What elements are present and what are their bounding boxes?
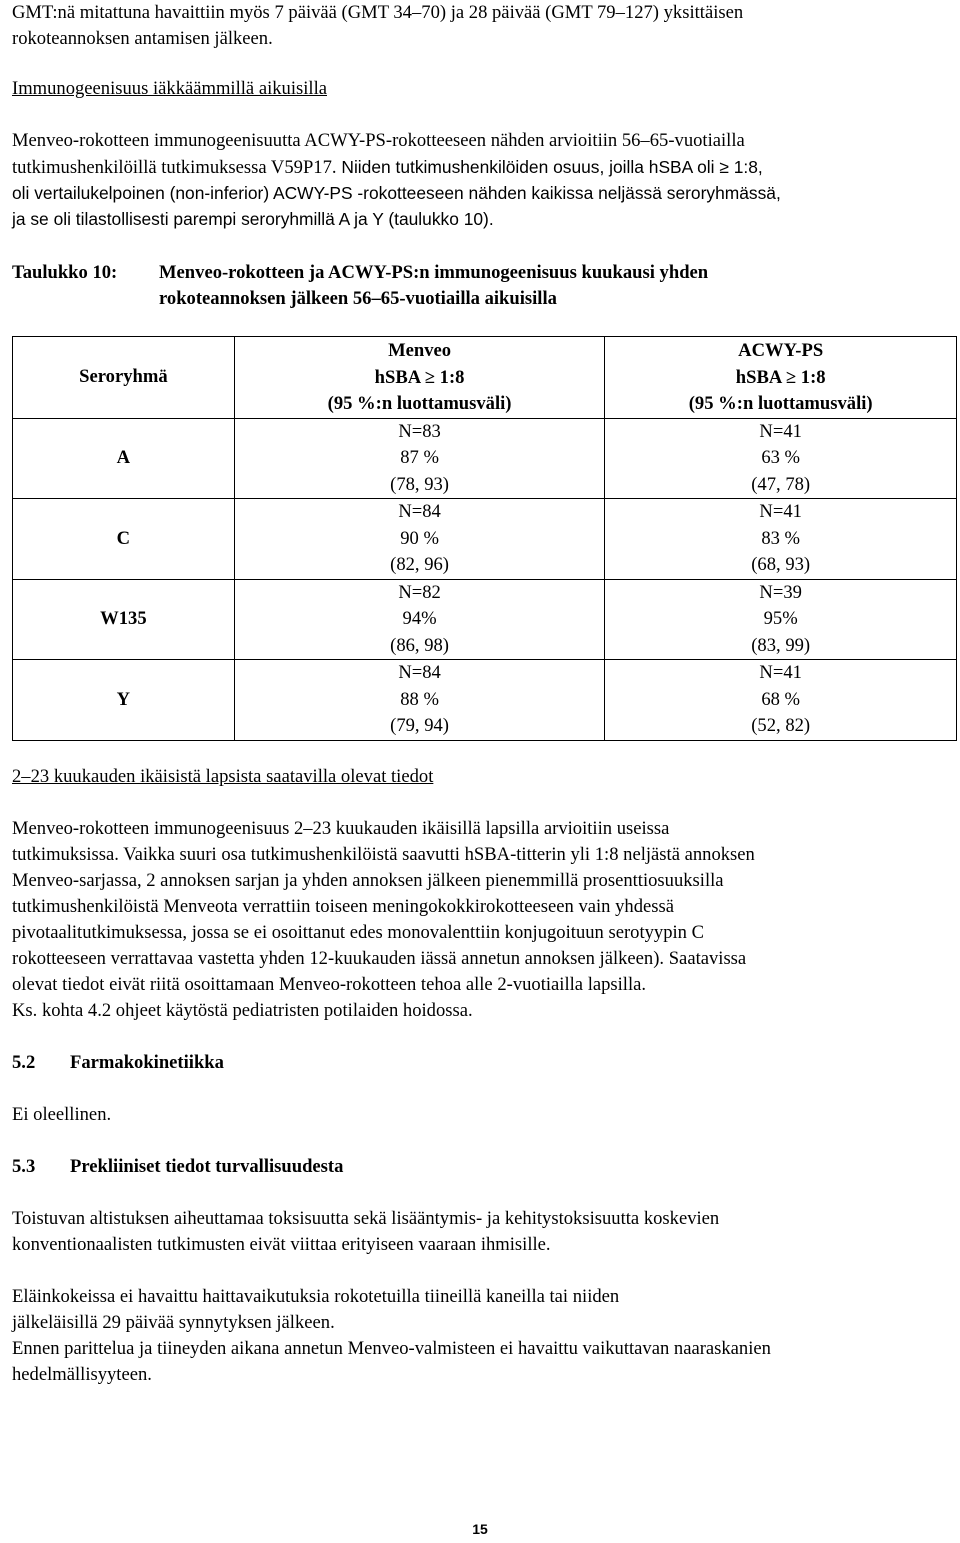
text-line: konventionaalisten tutkimusten eivät viittaa erityiseen vaaraan ihmisille. [12, 1234, 551, 1255]
header-menveo [234, 337, 605, 419]
cell-line: (78, 93) [390, 473, 449, 495]
text-line: Menveo-rokotteen immunogeenisuutta ACWY-PS-rokotteeseen nähden arvioitiin 56–65-vuotiailla [12, 130, 745, 151]
acwy-cell [605, 579, 957, 660]
cell-line: 88 % [400, 688, 439, 710]
menveo-cell [234, 660, 605, 741]
acwy-cell [605, 499, 957, 580]
text-line: GMT:nä mitattuna havaittiin myös 7 päivää (GMT 34–70) ja 28 päivää (GMT 79–127) yksittäisen [12, 2, 744, 23]
text-line: Ks. kohta 4.2 ohjeet käytöstä pediatristen potilaiden hoidossa. [12, 1000, 473, 1021]
table-row [13, 499, 957, 580]
header-line: ACWY-PS [738, 340, 824, 361]
menveo-cell [234, 418, 605, 499]
cell-line: (47, 78) [751, 473, 811, 495]
section-5-2-text: Ei oleellinen. [12, 1104, 112, 1125]
header-line: hSBA ≥ 1:8 [735, 366, 826, 388]
serogroup-cell: W135 [13, 579, 235, 660]
serogroup-cell: Y [13, 660, 235, 741]
menveo-cell [234, 499, 605, 580]
section-heading-children: 2–23 kuukauden ikäisistä lapsista saatavilla olevat tiedot [12, 766, 434, 787]
serogroup-cell: A [13, 418, 235, 499]
menveo-cell [234, 579, 605, 660]
cell-line: (68, 93) [751, 554, 811, 575]
text-span: tutkimushenkilöillä tutkimuksessa V59P17. [12, 157, 337, 178]
text-line: olevat tiedot eivät riitä osoittamaan Menveo-rokotteen tehoa alle 2-vuotiailla lapsilla. [12, 974, 647, 995]
text-span: Niiden tutkimushenkilöiden osuus, joilla hSBA oli ≥ 1:8, [336, 157, 763, 177]
table-row [13, 660, 957, 741]
cell-line: 94% [402, 608, 437, 629]
section-title: Farmakokinetiikka [70, 1052, 224, 1073]
table-caption-line: rokoteannoksen jälkeen 56–65-vuotiailla aikuisilla [159, 288, 557, 309]
acwy-cell [605, 418, 957, 499]
section-number: 5.2 [12, 1052, 36, 1073]
header-line: hSBA ≥ 1:8 [374, 366, 465, 388]
text-line: ja se oli tilastollisesti parempi seroryhmillä A ja Y (taulukko 10). [12, 209, 494, 229]
cell-line: N=84 [398, 501, 441, 522]
text-line: Menveo-rokotteen immunogeenisuus 2–23 kuukauden ikäisillä lapsilla arvioitiin useissa [12, 818, 670, 839]
cell-line: N=83 [398, 420, 441, 442]
cell-line: N=41 [759, 420, 802, 442]
cell-line: N=84 [398, 662, 441, 683]
section-heading-elderly: Immunogeenisuus iäkkäämmillä aikuisilla [12, 78, 327, 99]
table-header-row [13, 337, 957, 419]
cell-line: N=39 [759, 581, 802, 603]
cell-line: 83 % [761, 527, 801, 549]
cell-line: (82, 96) [390, 554, 449, 575]
cell-line: 68 % [761, 688, 801, 710]
table-row [13, 418, 957, 499]
cell-line: (86, 98) [390, 634, 449, 656]
immunogenicity-table [12, 336, 957, 741]
acwy-cell [605, 660, 957, 741]
serogroup-cell: C [13, 499, 235, 580]
text-line: Eläinkokeissa ei havaittu haittavaikutuksia rokotetuilla tiineillä kaneilla tai niiden [12, 1286, 620, 1307]
header-acwy [605, 337, 957, 419]
table-row [13, 579, 957, 660]
table-caption-label: Taulukko 10: [12, 262, 118, 283]
cell-line: (52, 82) [751, 715, 811, 736]
text-line: tutkimuksissa. Vaikka suuri osa tutkimushenkilöistä saavutti hSBA-titterin yli 1:8 neljästä annoksen [12, 844, 755, 865]
cell-line: N=41 [759, 662, 802, 683]
cell-line: 63 % [761, 447, 801, 468]
text-line: Toistuvan altistuksen aiheuttamaa toksisuutta sekä lisääntymis- ja kehitystoksisuutta koskevien [12, 1208, 720, 1229]
cell-line: N=82 [398, 581, 441, 603]
cell-line: 87 % [400, 447, 439, 468]
text-line: tutkimushenkilöistä Menveota verrattiin toiseen meningokokkirokotteeseen vain yhdessä [12, 896, 674, 917]
header-line: Menveo [388, 340, 452, 361]
section-number: 5.3 [12, 1156, 36, 1177]
text-line: pivotaalitutkimuksessa, jossa se ei osoittanut edes monovalenttiin konjugoituun serotyypin C [12, 922, 705, 943]
text-line [12, 154, 948, 182]
text-line: Menveo-sarjassa, 2 annoksen sarjan ja yhden annoksen jälkeen pienemmillä prosenttiosuuksilla [12, 870, 724, 891]
page-number: 15 [472, 1521, 488, 1537]
cell-line: 95% [763, 608, 798, 629]
cell-line: N=41 [759, 501, 802, 522]
text-line: Ennen parittelua ja tiineyden aikana annetun Menveo-valmisteen ei havaittu vaikuttavan naaraskanien [12, 1338, 771, 1359]
text-line: hedelmällisyyteen. [12, 1364, 152, 1385]
header-line: (95 %:n luottamusväli) [327, 393, 512, 414]
text-line: rokotteeseen verrattavaa vastetta yhden 12-kuukauden iässä annetun annoksen jälkeen). Saatavissa [12, 948, 747, 969]
text-line: oli vertailukelpoinen (non-inferior) ACWY-PS -rokotteeseen nähden kaikissa neljässä seroryhmässä, [12, 183, 781, 203]
section-title: Prekliiniset tiedot turvallisuudesta [70, 1156, 344, 1177]
cell-line: (79, 94) [390, 715, 449, 736]
cell-line: 90 % [400, 527, 439, 549]
header-line: (95 %:n luottamusväli) [688, 393, 873, 414]
text-line: jälkeläisillä 29 päivää synnytyksen jälkeen. [12, 1312, 335, 1333]
text-line: rokoteannoksen antamisen jälkeen. [12, 28, 273, 49]
cell-line: (83, 99) [751, 634, 811, 656]
header-serogroup: Seroryhmä [13, 337, 235, 419]
table-caption-line: Menveo-rokotteen ja ACWY-PS:n immunogeenisuus kuukausi yhden [159, 262, 709, 283]
